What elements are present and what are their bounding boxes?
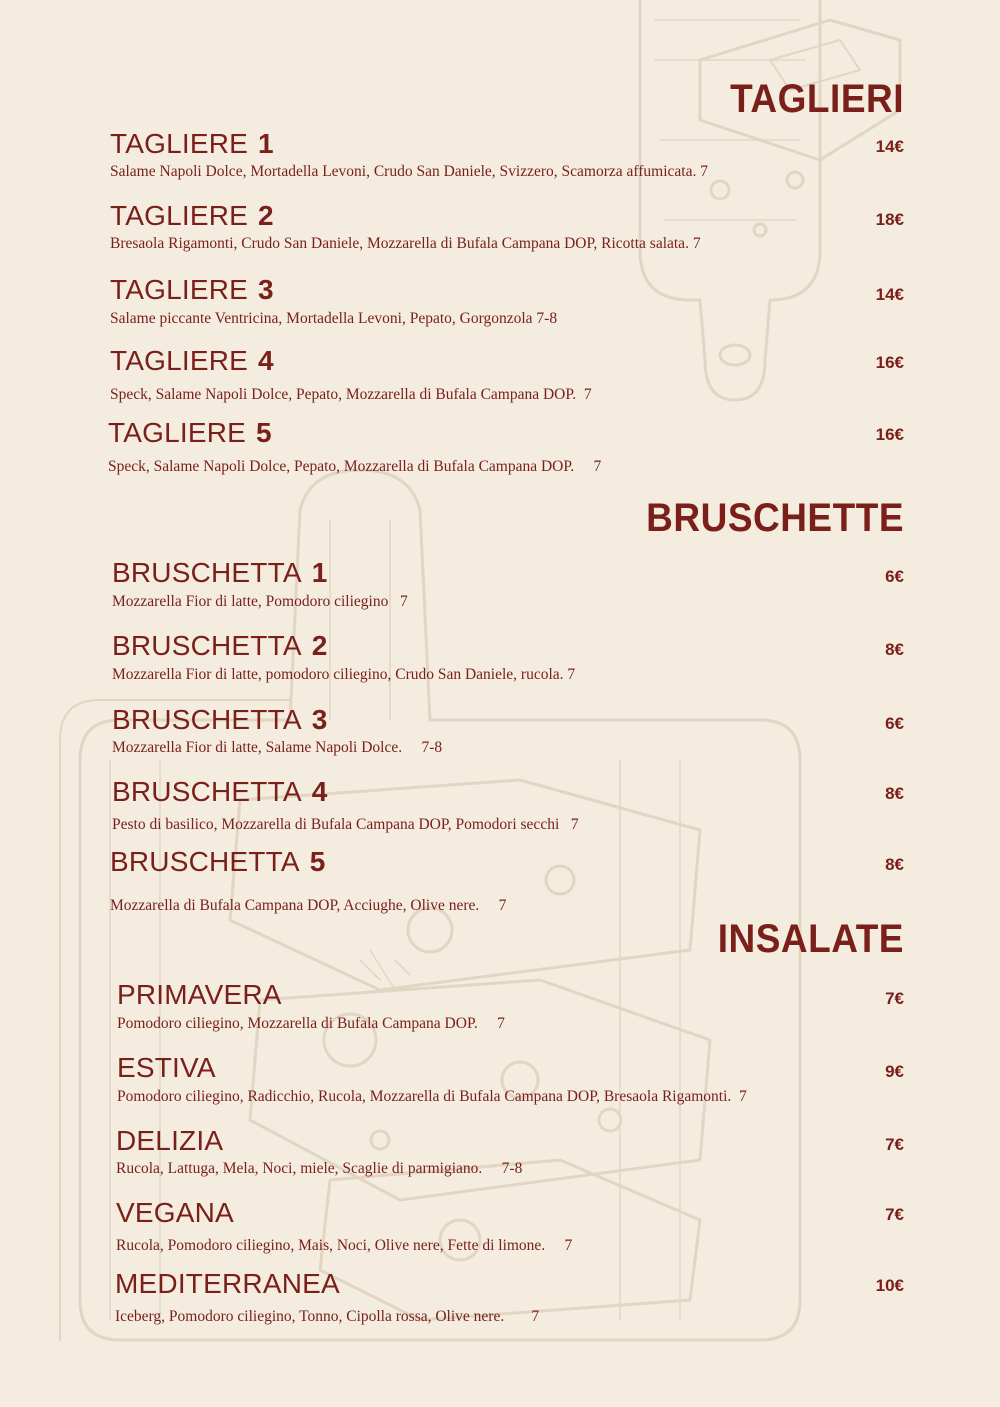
- menu-item: [116, 1197, 916, 1254]
- item-price: 7€: [885, 989, 904, 1008]
- item-number: 2: [258, 200, 274, 231]
- item-number: 3: [258, 274, 274, 305]
- section-title-bruschette: BRUSCHETTE: [646, 495, 904, 540]
- item-name: TAGLIERE: [110, 345, 249, 376]
- item-price: 14€: [875, 285, 904, 304]
- menu-item: [112, 776, 912, 833]
- item-description: Rucola, Lattuga, Mela, Noci, miele, Scaglie di parmigiano. 7-8: [116, 1160, 523, 1177]
- item-name: BRUSCHETTA: [112, 557, 302, 588]
- item-price: 14€: [875, 137, 904, 156]
- menu-item: [110, 274, 910, 327]
- menu-item: [116, 1125, 916, 1177]
- item-number: 4: [258, 345, 274, 376]
- item-price: 8€: [885, 640, 904, 659]
- item-name: BRUSCHETTA: [112, 776, 302, 807]
- item-price: 7€: [885, 1135, 904, 1154]
- item-description: Speck, Salame Napoli Dolce, Pepato, Mozzarella di Bufala Campana DOP. 7: [108, 458, 602, 475]
- item-description: Bresaola Rigamonti, Crudo San Daniele, Mozzarella di Bufala Campana DOP, Ricotta salata. 7: [110, 235, 701, 252]
- item-number: 5: [256, 417, 272, 448]
- item-name: TAGLIERE: [110, 128, 249, 159]
- menu-item: [115, 1268, 915, 1325]
- item-name: ESTIVA: [117, 1052, 216, 1083]
- item-price: 10€: [875, 1276, 904, 1295]
- item-price: 7€: [885, 1205, 904, 1224]
- item-name: BRUSCHETTA: [112, 630, 302, 661]
- menu-item: [117, 1052, 917, 1105]
- menu-item: [112, 557, 912, 610]
- item-number: 1: [311, 557, 328, 588]
- item-price: 16€: [875, 353, 904, 372]
- item-description: Mozzarella Fior di latte, Pomodoro ciliegino 7: [112, 593, 408, 610]
- item-price: 6€: [885, 567, 904, 586]
- item-description: Iceberg, Pomodoro ciliegino, Tonno, Cipolla rossa, Olive nere. 7: [115, 1308, 540, 1325]
- item-name: TAGLIERE: [108, 417, 247, 448]
- item-name: PRIMAVERA: [117, 979, 282, 1010]
- item-description: Pomodoro ciliegino, Radicchio, Rucola, Mozzarella di Bufala Campana DOP, Bresaola Rigamonti. 7: [117, 1088, 747, 1105]
- item-name: BRUSCHETTA: [110, 846, 300, 877]
- item-number: 5: [309, 846, 326, 877]
- item-price: 16€: [875, 425, 904, 444]
- item-price: 8€: [885, 855, 904, 874]
- menu-item: [108, 417, 908, 475]
- item-description: Rucola, Pomodoro ciliegino, Mais, Noci, Olive nere, Fette di limone. 7: [116, 1237, 573, 1254]
- item-name: MEDITERRANEA: [115, 1268, 340, 1299]
- item-number: 4: [311, 776, 328, 807]
- item-price: 6€: [885, 714, 904, 733]
- item-description: Speck, Salame Napoli Dolce, Pepato, Mozzarella di Bufala Campana DOP. 7: [110, 386, 592, 403]
- menu-item: [110, 128, 910, 180]
- menu-item: [110, 200, 910, 252]
- item-number: 2: [311, 630, 328, 661]
- menu-item: [117, 979, 917, 1032]
- item-price: 8€: [885, 784, 904, 803]
- item-name: DELIZIA: [116, 1125, 224, 1156]
- item-description: Pomodoro ciliegino, Mozzarella di Bufala Campana DOP. 7: [117, 1015, 505, 1032]
- item-name: TAGLIERE: [110, 274, 249, 305]
- item-description: Mozzarella Fior di latte, Salame Napoli Dolce. 7-8: [112, 739, 443, 756]
- item-price: 18€: [875, 210, 904, 229]
- item-name: BRUSCHETTA: [112, 704, 302, 735]
- item-description: Mozzarella Fior di latte, pomodoro ciliegino, Crudo San Daniele, rucola. 7: [112, 666, 576, 683]
- item-description: Mozzarella di Bufala Campana DOP, Acciughe, Olive nere. 7: [110, 897, 507, 914]
- menu-item: [110, 846, 910, 914]
- item-description: Pesto di basilico, Mozzarella di Bufala Campana DOP, Pomodori secchi 7: [112, 816, 579, 833]
- item-description: Salame Napoli Dolce, Mortadella Levoni, Crudo San Daniele, Svizzero, Scamorza affumicata. 7: [110, 163, 708, 180]
- menu-item: [110, 345, 910, 403]
- menu-item: [112, 630, 912, 683]
- item-name: TAGLIERE: [110, 200, 249, 231]
- item-number: 1: [258, 128, 274, 159]
- item-number: 3: [311, 704, 328, 735]
- item-description: Salame piccante Ventricina, Mortadella Levoni, Pepato, Gorgonzola 7-8: [110, 310, 558, 327]
- section-title-taglieri: TAGLIERI: [730, 76, 904, 121]
- section-title-insalate: INSALATE: [717, 916, 904, 961]
- menu-item: [112, 704, 912, 756]
- item-name: VEGANA: [116, 1197, 234, 1228]
- item-price: 9€: [885, 1062, 904, 1081]
